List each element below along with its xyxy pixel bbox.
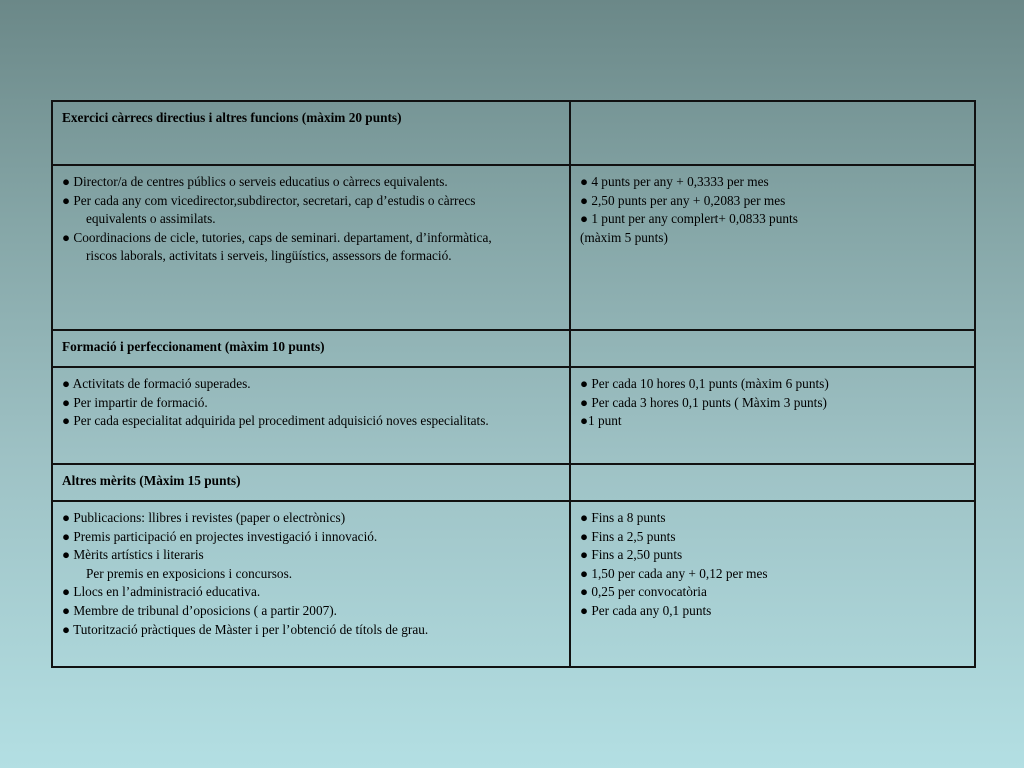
criterion-item: ● Mèrits artístics i literaris <box>62 547 204 563</box>
merits-table <box>51 100 976 668</box>
criteria-cell <box>52 367 570 464</box>
criterion-item: ● Activitats de formació superades. <box>62 376 251 391</box>
section-header-row <box>52 101 975 165</box>
points-item: ● Fins a 2,5 punts <box>579 528 676 544</box>
section-title-other-merits: Altres mèrits (Màxim 15 punts) <box>52 464 570 501</box>
section-title-right-empty <box>570 101 975 165</box>
points-cell <box>570 367 975 464</box>
section-header-row <box>52 464 975 501</box>
points-item: ● 1,50 per cada any + 0,12 per mes <box>579 565 768 581</box>
criterion-item: ● Publicacions: llibres i revistes (paper o electrònics) <box>62 510 346 525</box>
criterion-item: ● Coordinacions de cicle, tutories, caps de seminari. departament, d’informàtica, <box>62 229 492 245</box>
criterion-item-continuation: riscos laborals, activitats i serveis, lingüístics, assessors de formació. <box>86 248 452 264</box>
criterion-item-continuation: equivalents o assimilats. <box>86 211 216 227</box>
points-item: ● Per cada 3 hores 0,1 punts ( Màxim 3 punts) <box>579 394 827 410</box>
criterion-item: ● Membre de tribunal d’oposicions ( a partir 2007). <box>62 602 338 618</box>
points-item: (màxim 5 punts) <box>579 229 668 245</box>
criteria-cell <box>52 501 570 667</box>
section-title-right-empty <box>570 330 975 367</box>
criterion-item: ● Per cada especialitat adquirida pel procediment adquisició noves especialitats. <box>62 413 489 429</box>
section-body-row <box>52 367 975 464</box>
points-item: ● Per cada any 0,1 punts <box>579 602 712 618</box>
section-title-right-empty <box>570 464 975 501</box>
points-item: ● 0,25 per convocatòria <box>579 584 707 600</box>
section-title-directive-roles: Exercici càrrecs directius i altres funcions (màxim 20 punts) <box>52 101 570 165</box>
criterion-item: ● Tutorització pràctiques de Màster i per l’obtenció de títols de grau. <box>62 621 429 637</box>
criterion-item: ● Llocs en l’administració educativa. <box>62 584 261 600</box>
points-item: ● Per cada 10 hores 0,1 punts (màxim 6 punts) <box>579 376 829 391</box>
criterion-item: ● Director/a de centres públics o serveis educatius o càrrecs equivalents. <box>62 174 448 189</box>
points-cell <box>570 501 975 667</box>
section-header-row <box>52 330 975 367</box>
points-item: ● Fins a 8 punts <box>579 510 666 525</box>
criterion-item: ● Per cada any com vicedirector,subdirector, secretari, cap d’estudis o càrrecs <box>62 192 476 208</box>
criterion-item: ● Premis participació en projectes investigació i innovació. <box>62 528 378 544</box>
points-item: ● Fins a 2,50 punts <box>579 547 683 563</box>
section-body-row <box>52 501 975 667</box>
points-item: ●1 punt <box>579 413 622 429</box>
section-body-row <box>52 165 975 330</box>
section-title-training: Formació i perfeccionament (màxim 10 punts) <box>52 330 570 367</box>
points-item: ● 1 punt per any complert+ 0,0833 punts <box>579 211 798 227</box>
points-cell <box>570 165 975 330</box>
criterion-item-continuation: Per premis en exposicions i concursos. <box>86 565 293 581</box>
criteria-cell <box>52 165 570 330</box>
points-item: ● 4 punts per any + 0,3333 per mes <box>579 174 769 189</box>
points-item: ● 2,50 punts per any + 0,2083 per mes <box>579 192 786 208</box>
criterion-item: ● Per impartir de formació. <box>62 394 208 410</box>
